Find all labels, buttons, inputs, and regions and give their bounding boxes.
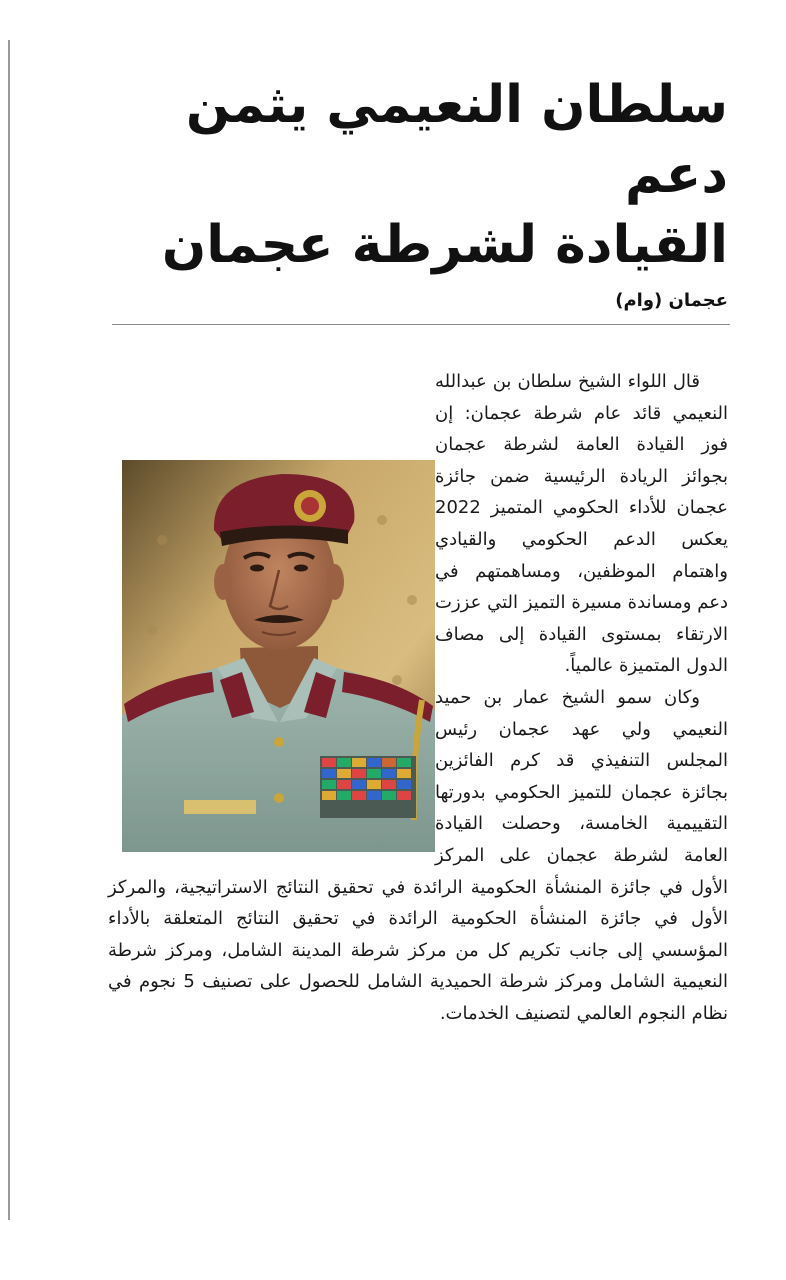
article-paragraph-1: قال اللواء الشيخ سلطان بن عبدالله النعيمي قائد عام شرطة عجمان: إن فوز القيادة العامة لشرطة عجمان بجوائز الريادة الرئيسية ضمن جائزة عجمان للأداء الحكومي المتميز 2022 يعكس الدعم الحكومي والقيادي واهتمام الموظفين، ومساهمتهم في دعم ومساندة مسيرة التميز التي عززت الارتقاء بمستوى القيادة إلى مصاف الدول المتميزة عالمياً. [435,371,728,677]
article-paragraph-2: وكان سمو الشيخ عمار بن حميد النعيمي ولي عهد عجمان رئيس المجلس التنفيذي قد كرم الفائزين بجائزة عجمان للتميز الحكومي بدورتها التقييمية الخامسة، وحصلت القيادة العامة لشرطة عجمان على المركز الأول في جائزة المنشأة الحكومية الرائدة في تحقيق النتائج الاستراتيجية، والمركز الأول في جائزة المنشأة الحكومية الرائدة في تحقيق النتائج المتعلقة بالأداء المؤسسي إلى جانب تكريم كل من مركز شرطة المدينة الشامل، ومركز شرطة النعيمية الشامل ومركز شرطة الحميدية الشامل للحصول على تصنيف 5 نجوم في نظام النجوم العالمي لتصنيف الخدمات. [108,686,728,1024]
portrait-image [122,460,435,852]
article-byline: عجمان (وام) [615,290,728,311]
byline-divider [112,324,730,325]
headline-line-2: القيادة لشرطة عجمان [161,215,728,275]
article-headline [88,70,728,280]
page-margin-rule [8,40,10,1220]
headline-line-1: سلطان النعيمي يثمن دعم [185,75,728,205]
portrait-photo [122,460,435,852]
article-body [108,366,728,1029]
